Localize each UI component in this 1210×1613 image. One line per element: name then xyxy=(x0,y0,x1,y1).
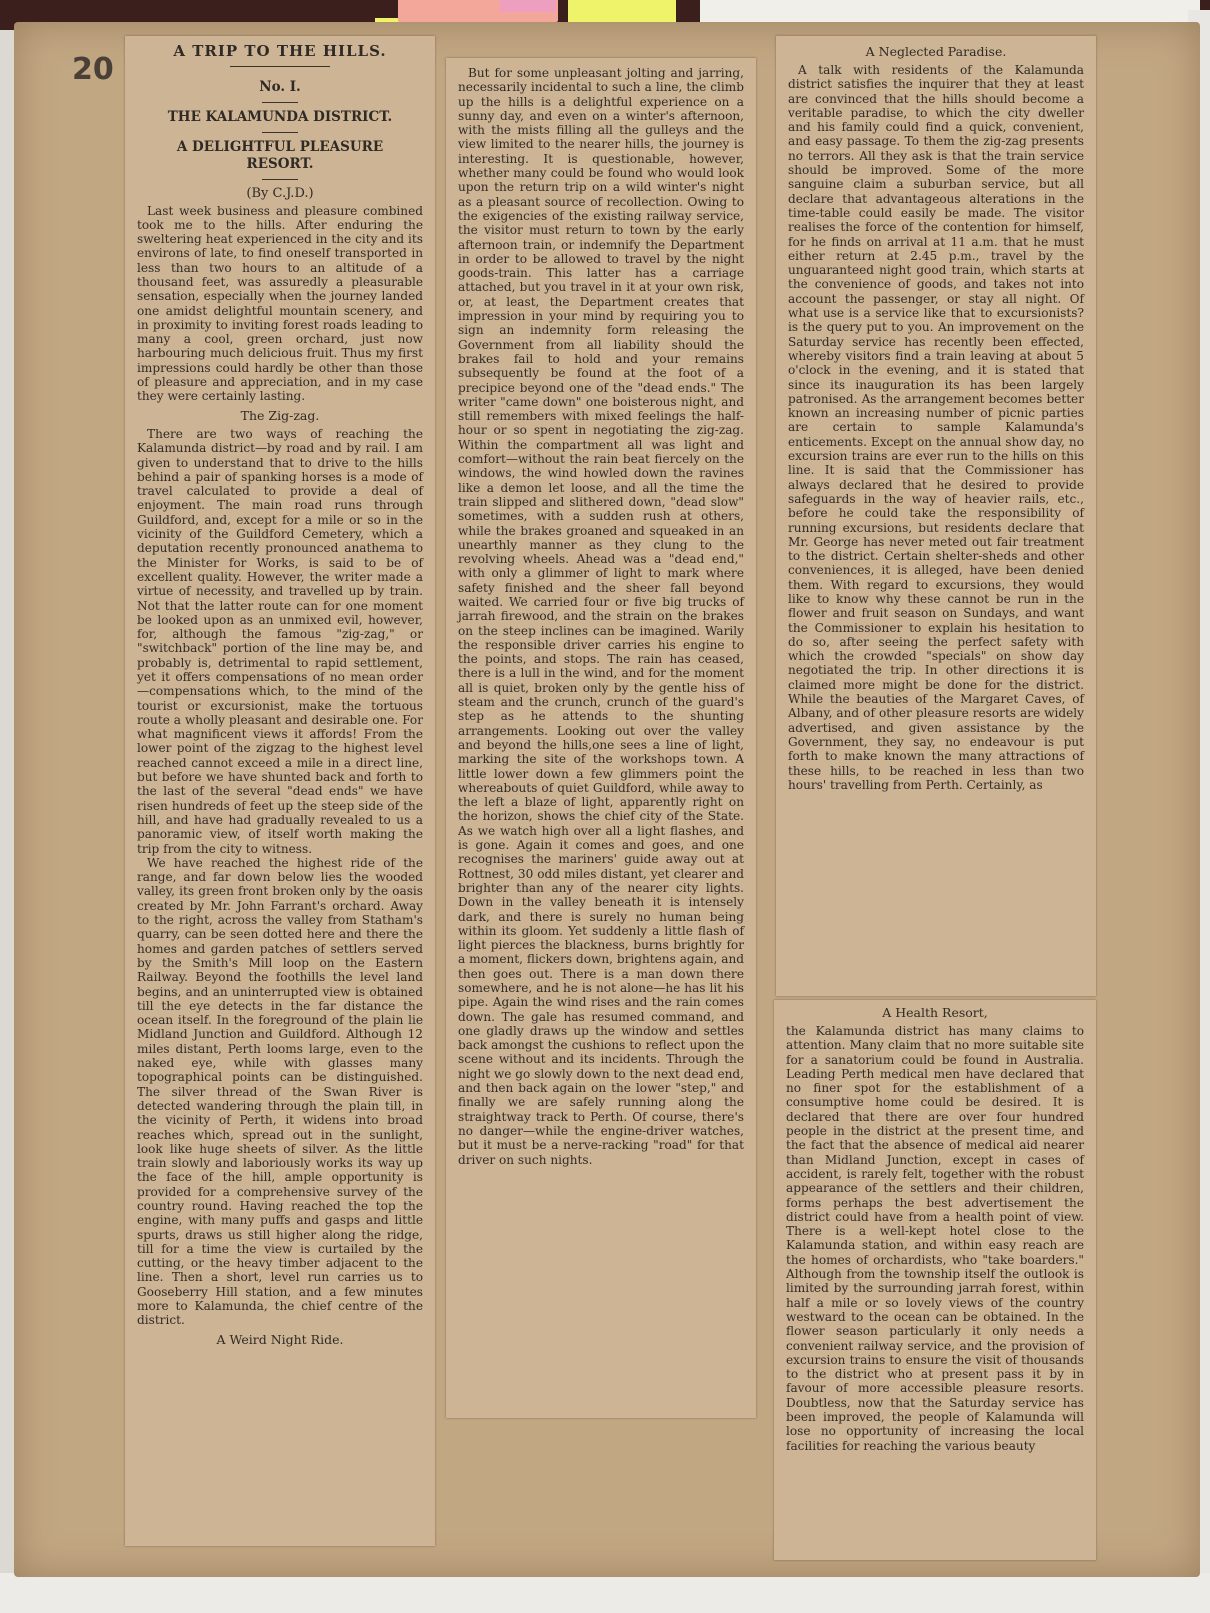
article-subtitle-1: THE KALAMUNDA DISTRICT. xyxy=(167,108,393,125)
paragraph: Last week business and pleasure combined took me to the hills. After enduring the sweltering heat experienced in the city and its environs of late, to find oneself transported in less than two hours to an altitude of a thousand feet, was assuredly a pleasurable sensation, especially when the journey landed one amidst delightful mountain scenery, and in proximity to inviting forest roads leading to many a cool, green orchard, just now harbouring much delicious fruit. Thus my first impressions could hardly be other than those of pleasure and appreciation, and in my case they were certainly lasting. xyxy=(137,203,423,404)
article-title: A TRIP TO THE HILLS. xyxy=(173,42,387,60)
paragraph: A talk with residents of the Kalamunda district satisfies the inquirer that they at least are convinced that the hills should become a veritable paradise, to which the city dweller and his family could find a quick, convenient, and easy passage. To them the zig-zag presents no terrors. All they ask is that the train service should be improved. Some of the more sanguine claim a suburban service, but all declare that advantageous alterations in the time-table could easily be made. The visitor realises the force of the contention for himself, for he finds on arrival at 11 a.m. that he must either return at 2.45 p.m., travel by the unguaranteed night good train, which starts at the convenience of goods, and takes not into account the passenger, or stay all night. Of what use is a service like that to excursionists? is the query put to you. An improvement on the Saturday service has recently been effected, whereby visitors find a train leaving at about 5 o'clock in the evening, and it is stated that since its inauguration its has been largely patronised. As the arrangement becomes better known an increasing number of picnic parties are certain to sample Kalamunda's enticements. Except on the annual show day, no excursion trains are ever run to the hills on this line. It is said that the Commissioner has always declared that he desired to provide safeguards in the way of heavier rails, etc., before he could take the responsibility of running excursions, but residents declare that Mr. George has never meted out fair treatment to the district. Certain shelter-sheds and other conveniences, it is alleged, have been denied them. With regard to excursions, they would like to know why these cannot be run in the flower and fruit season on Sundays, and want the Commissioner to explain his hesitation to do so, after seeing the perfect safety with which the crowded "specials" on show day negotiated the trip. In other directions it is claimed more might be done for the district. While the beauties of the Margaret Caves, of Albany, and of other pleasure resorts are widely advertised, and given assistance by the Government, they say, no endeavour is put forth to make known the many attractions of these hills, to be reached in less than two hours' travelling from Perth. Certainly, as xyxy=(788,63,1084,792)
page-edge-bottom xyxy=(0,1573,1210,1613)
page-number: 20 xyxy=(72,52,114,87)
section-heading-zigzag: The Zig-zag. xyxy=(240,407,320,423)
article-body xyxy=(786,1024,1084,1453)
clipping-column-4 xyxy=(774,1000,1096,1560)
sticky-tab-pink-small xyxy=(500,0,556,12)
article-part: No. I. xyxy=(259,79,301,95)
section-heading-health-resort: A Health Resort, xyxy=(882,1005,988,1020)
section-heading-neglected-paradise: A Neglected Paradise. xyxy=(865,44,1007,59)
clipping-column-1 xyxy=(125,36,435,1546)
paragraph: But for some unpleasant jolting and jarring, necessarily incidental to such a line, the climb up the hills is a delightful experience on a sunny day, and even on a winter's afternoon, with the mists filling all the gulleys and the view limited to the nearer hills, the journey is interesting. It is questionable, however, whether many could be found who would look upon the return trip on a wild winter's night as a pleasant source of recollection. Owing to the exigencies of the existing railway service, the visitor must return to town by the early afternoon train, or indemnify the Department in order to be allowed to travel by the night goods-train. This latter has a carriage attached, but you travel in it at your own risk, or, at least, the Department creates that impression in your mind by requiring you to sign an indemnity form releasing the Government from all liability should the brakes fail to hold and your remains subsequently be found at the foot of a precipice beyond one of the "dead ends." The writer "came down" one boisterous night, and still remembers with mixed feelings the half-hour or so spent in negotiating the zig-zag. Within the compartment all was light and comfort—without the rain beat fiercely on the windows, the wind howled down the ravines like a demon let loose, and all the time the train slipped and slithered down, "dead slow" sometimes, with a sudden rush at others, while the brakes groaned and squeaked in an unearthly manner as they clung to the revolving wheels. Ahead was a "dead end," with only a glimmer of light to mark where safety finished and the sheer fall beyond waited. We carried four or five big trucks of jarrah firewood, and the strain on the brakes on the steep inclines can be imagined. Warily the responsible driver carries his engine to the points, and stops. The rain has ceased, there is a lull in the wind, and for the moment all is quiet, broken only by the gentle hiss of steam and the crunch, crunch of the guard's step as he attends to the shunting arrangements. Looking out over the valley and beyond the hills,one sees a line of light, marking the site of the workshops town. A little lower down a few glimmers point the whereabouts of quiet Guildford, while away to the left a blaze of light, apparently right on the horizon, shows the chief city of the State. As we watch high over all a light flashes, and is gone. Again it comes and goes, and one recognises the mariners' guide away out at Rottnest, 30 odd miles distant, yet clearer and brighter than any of the nearer city lights. Down in the valley beneath it is intensely dark, and there is surely no human being within its gloom. Yet suddenly a little flash of light pierces the blackness, burns brightly for a moment, flickers down, brightens again, and then goes out. There is a man down there somewhere, and he is not alone—he has lit his pipe. Again the wind rises and the rain comes down. The gale has resumed command, and one gladly draws up the window and settles back amongst the cushions to reflect upon the scene without and its incidents. Through the night we go slowly down to the next dead end, and then back again on the lower "step," and finally we are safely running along the straightway track to Perth. Of course, there's no danger—while the engine-driver watches, but it must be a nerve-racking "road" for that driver on such nights. xyxy=(458,66,744,1167)
paragraph: the Kalamunda district has many claims to attention. Many claim that no more suitable site for a sanatorium could be found in Australia. Leading Perth medical men have declared that no finer spot for the establishment of a consumptive home could be desired. It is declared that there are over four hundred people in the district at the present time, and the fact that the absence of medical aid nearer than Midland Junction, except in cases of accident, is rarely felt, together with the robust appearance of the settlers and their children, forms perhaps the best advertisement the district could have from a health point of view. There is a well-kept hotel close to the Kalamunda station, and within easy reach are the homes of orchardists, who "take boarders." Although from the township itself the outlook is limited by the surrounding jarrah forest, within half a mile or so lovely views of the country westward to the ocean can be obtained. In the flower season particularly it only needs a convenient railway service, and the provision of excursion trains to ensure the visit of thousands to the district who at present pass it by in favour of more accessible pleasure resorts. Doubtless, now that the Saturday service has been improved, the people of Kalamunda will lose no opportunity of increasing the local facilities for reaching the various beauty xyxy=(786,1024,1084,1453)
clipping-column-3 xyxy=(776,36,1096,996)
divider xyxy=(262,132,298,133)
scrapbook-page xyxy=(14,22,1200,1577)
article-body xyxy=(458,66,744,1167)
paragraph: There are two ways of reaching the Kalamunda district—by road and by rail. I am given to understand that to drive to the hills behind a pair of spanking horses is a mode of travel calculated to provide a deal of enjoyment. The main road runs through Guildford, and, except for a mile or so in the vicinity of the Guildford Cemetery, which a deputation recently pronounced anathema to the Minister for Works, is said to be of excellent quality. However, the writer made a virtue of necessity, and travelled up by train. Not that the latter route can for one moment be looked upon as an unmixed evil, however, for, although the famous "zig-zag," or "switchback" portion of the line may be, and probably is, detrimental to rapid settlement, yet it offers compensations of no mean order—compensations which, to the mind of the tourist or excursionist, make the tortuous route a wholly pleasant and desirable one. For what magnificent views it affords! From the lower point of the zigzag to the highest level reached cannot exceed a mile in a direct line, but before we have shunted back and forth to the last of the several "dead ends" we have risen hundreds of feet up the steep side of the hill, and have had gradually revealed to us a panoramic view, of itself worth making the trip from the city to witness. xyxy=(137,426,423,856)
paragraph: We have reached the highest ride of the range, and far down below lies the wooded valley, its green front broken only by the oasis created by Mr. John Farrant's orchard. Away to the right, across the valley from Statham's quarry, can be seen dotted here and there the homes and garden patches of settlers served by the Smith's Mill loop on the Eastern Railway. Beyond the foothills the level land begins, and an uninterrupted view is obtained till the eye detects in the far distance the ocean itself. In the foreground of the plain lie Midland Junction and Guildford. Although 12 miles distant, Perth looms large, even to the naked eye, while with glasses many topographical points can be distinguished. The silver thread of the Swan River is detected wandering through the plain till, in the vicinity of Perth, it widens into broad reaches which, spread out in the sunlight, look like huge sheets of silver. As the little train slowly and laboriously works its way up the face of the hill, ample opportunity is provided for a comprehensive survey of the country round. Having reached the top the engine, with many puffs and gasps and little spurts, draws us still higher along the ridge, till for a time the view is curtailed by the cutting, or the heavy timber adjacent to the line. Then a short, level run carries us to Gooseberry Hill station, and a few minutes more to Kalamunda, the chief centre of the district. xyxy=(137,855,423,1328)
article-body xyxy=(137,204,423,1347)
page-edge-left xyxy=(0,30,14,1590)
article-byline: (By C.J.D.) xyxy=(246,185,314,201)
section-heading-weird-night-ride: A Weird Night Ride. xyxy=(216,1331,344,1347)
article-body xyxy=(788,63,1084,792)
divider xyxy=(262,102,298,103)
clipping-column-2 xyxy=(446,58,756,1418)
article-subtitle-2: A DELIGHTFUL PLEASURE RESORT. xyxy=(176,138,384,172)
divider xyxy=(230,66,330,67)
divider xyxy=(262,179,298,180)
